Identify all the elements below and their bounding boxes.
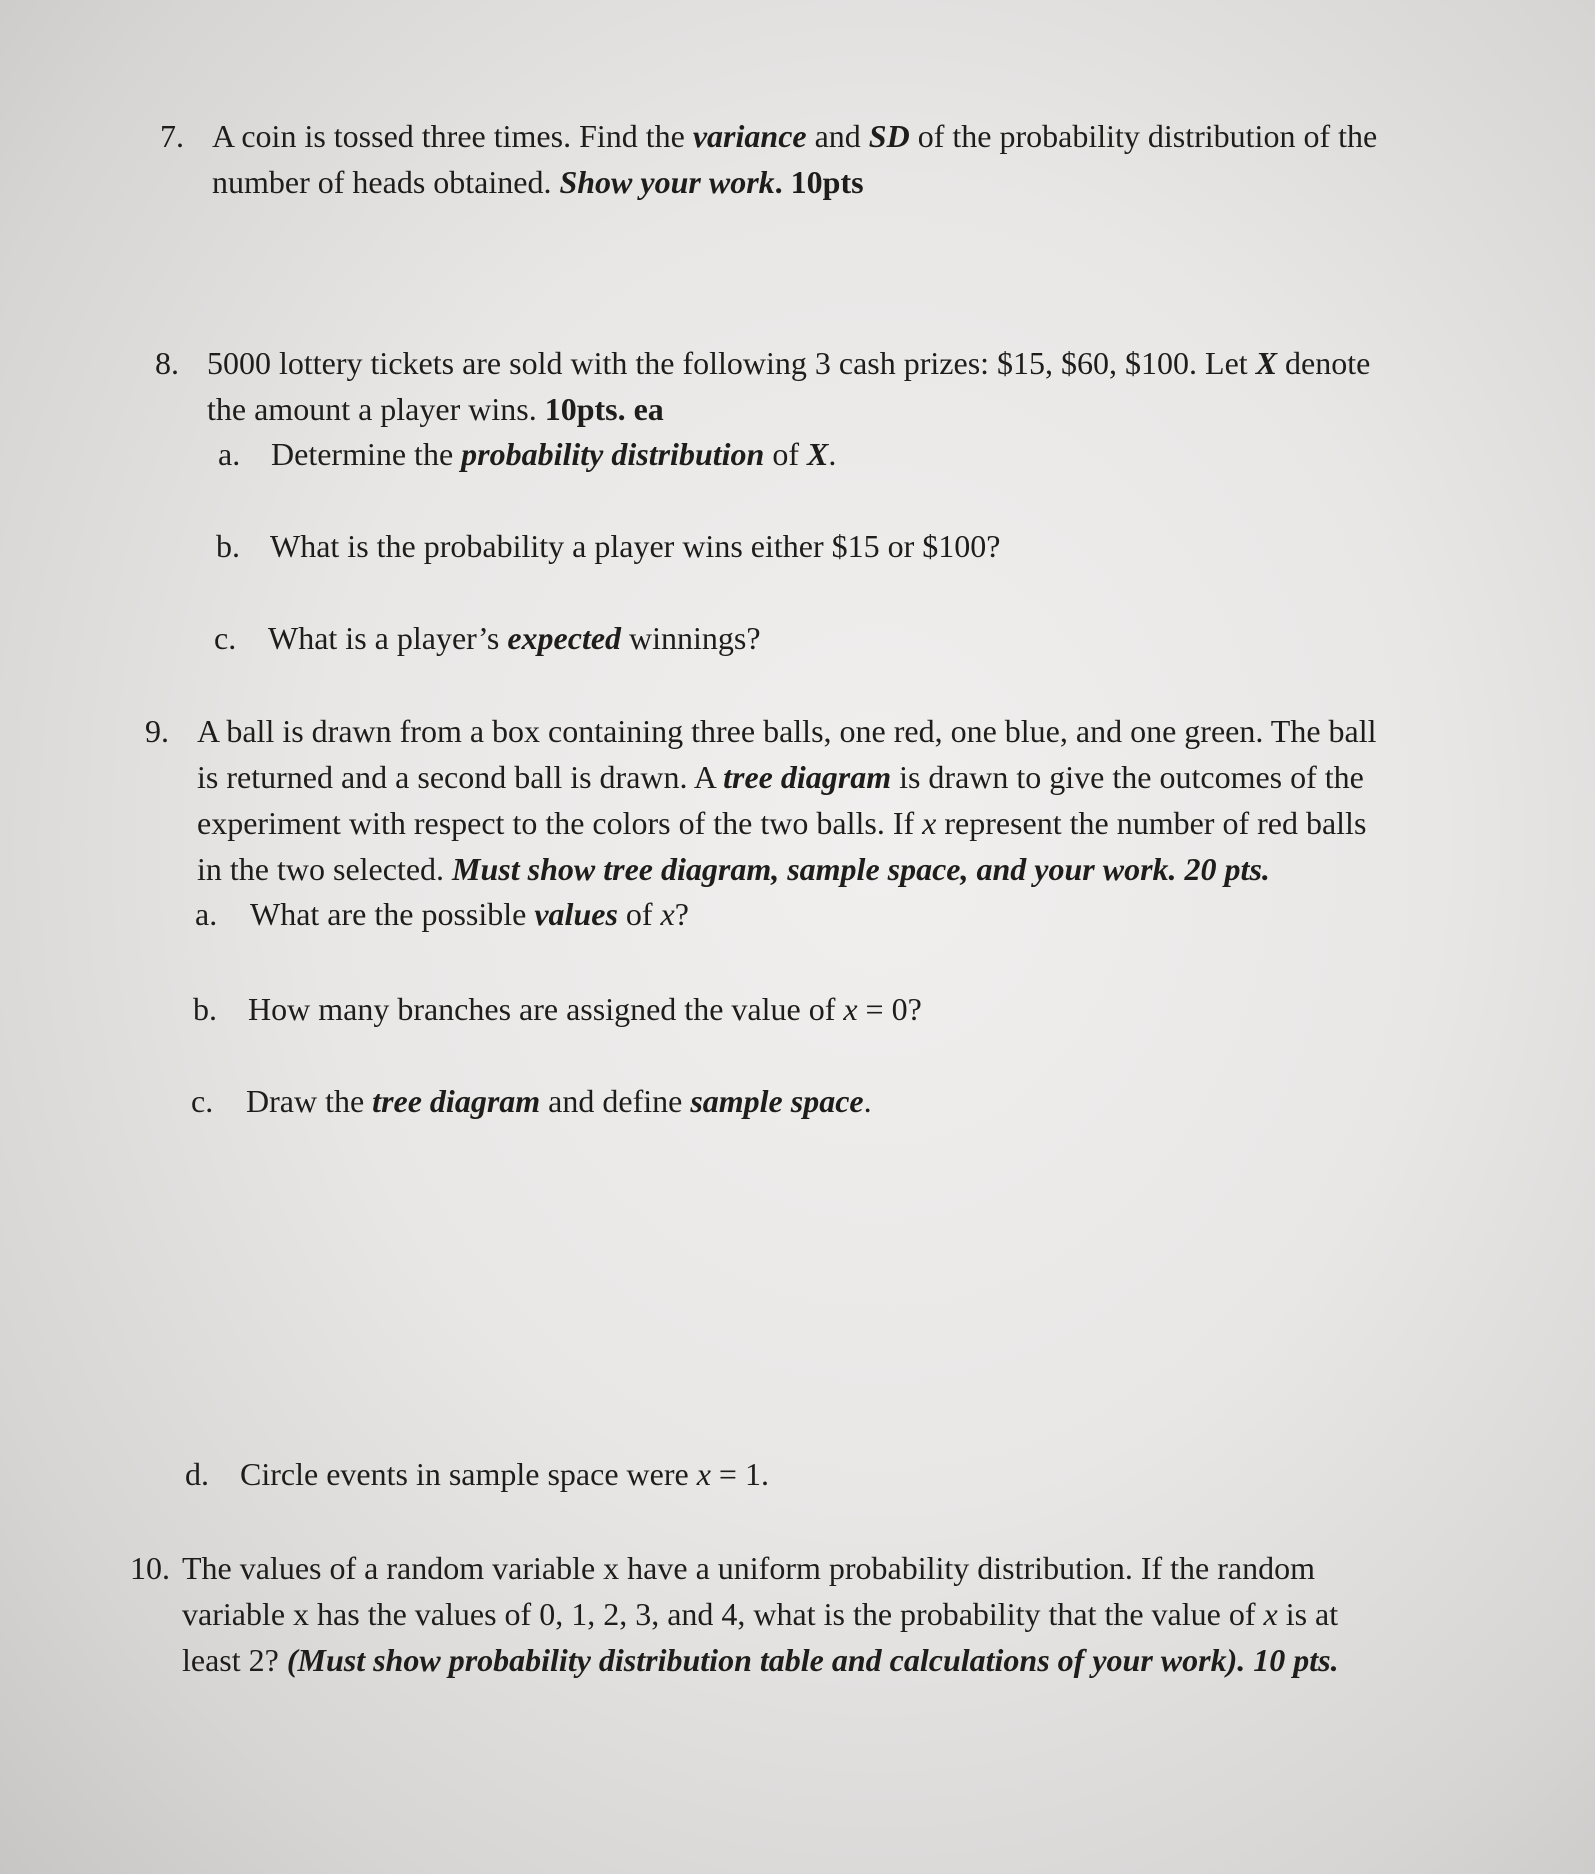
question-8c: c. What is a player’s expected winnings?	[214, 615, 761, 661]
question-9b: b. How many branches are assigned the value of x = 0?	[193, 986, 922, 1032]
question-10-line-1: The values of a random variable x have a uniform probability distribution. If the random	[182, 1550, 1315, 1586]
question-9-line-3: experiment with respect to the colors of the two balls. If x represent the number of red balls	[197, 805, 1367, 841]
question-8-line-1: 5000 lottery tickets are sold with the following 3 cash prizes: $15, $60, $100. Let X denote	[207, 345, 1371, 381]
question-8-line-2: the amount a player wins. 10pts. ea	[207, 391, 664, 427]
question-8b-letter: b.	[216, 528, 240, 564]
question-9a: a. What are the possible values of x?	[195, 891, 689, 937]
question-8a: a. Determine the probability distribution of X.	[218, 431, 836, 477]
question-8c-letter: c.	[214, 620, 237, 656]
question-9a-letter: a.	[195, 896, 218, 932]
question-9c-letter: c.	[191, 1083, 214, 1119]
question-7-number: 7.	[160, 118, 184, 154]
question-8a-letter: a.	[218, 436, 241, 472]
question-9	[145, 708, 1545, 892]
question-7-line-1: A coin is tossed three times. Find the variance and SD of the probability distribution of the	[212, 118, 1378, 154]
question-10-line-3: least 2? (Must show probability distribution table and calculations of your work). 10 pts.	[182, 1642, 1339, 1678]
question-10-number: 10.	[130, 1550, 170, 1586]
question-9-line-4: in the two selected. Must show tree diagram, sample space, and your work. 20 pts.	[197, 851, 1270, 887]
question-8	[155, 340, 1505, 432]
question-8b: b. What is the probability a player wins either $15 or $100?	[216, 523, 1000, 569]
question-10-line-2: variable x has the values of 0, 1, 2, 3, and 4, what is the probability that the value of x is at	[182, 1596, 1339, 1632]
question-9-line-2: is returned and a second ball is drawn. A tree diagram is drawn to give the outcomes of the	[197, 759, 1364, 795]
question-8-number: 8.	[155, 345, 179, 381]
question-9b-letter: b.	[193, 991, 217, 1027]
question-9d-letter: d.	[185, 1456, 209, 1492]
question-9-line-1: A ball is drawn from a box containing three balls, one red, one blue, and one green. The ball	[197, 713, 1377, 749]
question-7	[160, 113, 1510, 205]
question-9c: c. Draw the tree diagram and define sample space.	[191, 1078, 872, 1124]
question-9d: d. Circle events in sample space were x = 1.	[185, 1451, 769, 1497]
question-10	[130, 1545, 1550, 1683]
question-7-line-2: number of heads obtained. Show your work. 10pts	[212, 164, 864, 200]
question-9-number: 9.	[145, 713, 169, 749]
